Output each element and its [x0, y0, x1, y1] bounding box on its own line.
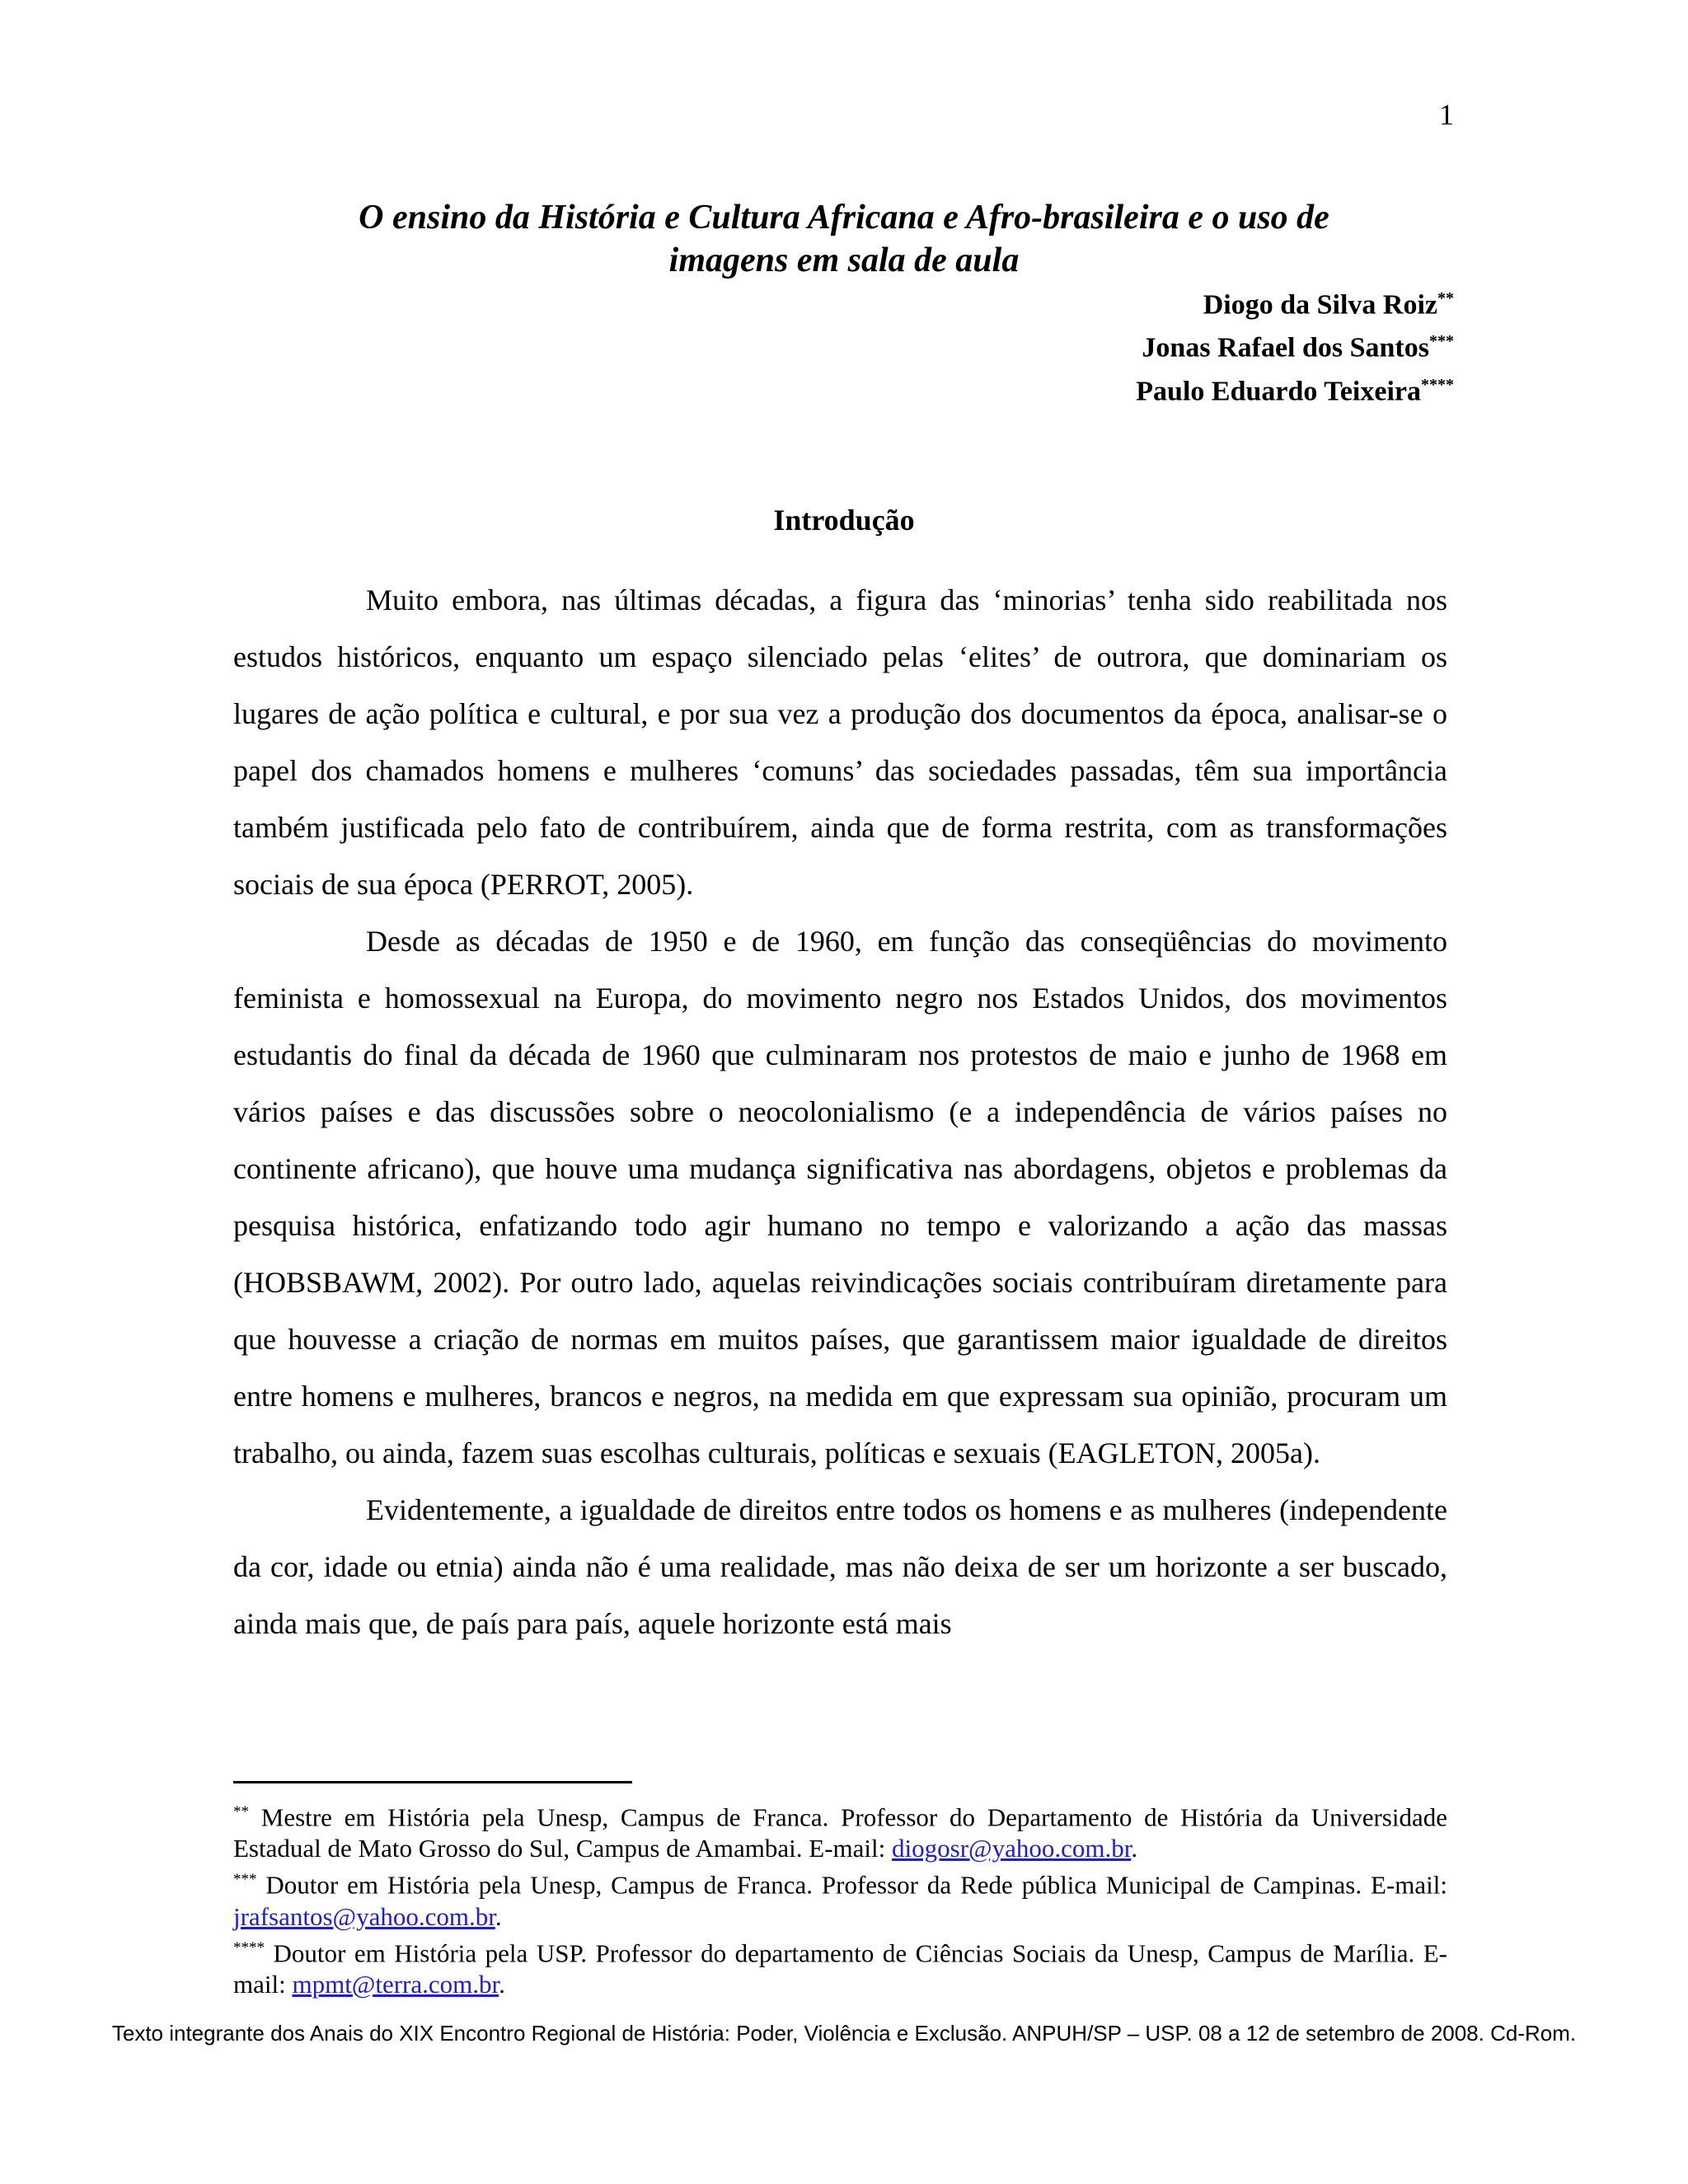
author-name: Jonas Rafael dos Santos [1142, 332, 1429, 363]
footnote-text: Doutor em História pela USP. Professor do departamento de Ciências Sociais da Unesp, Campus de Marília. E-mail: [233, 1938, 1447, 1999]
footnote-mark: *** [233, 1871, 257, 1889]
title-line-2: imagens em sala de aula [668, 241, 1020, 279]
footnote-end: . [499, 1969, 505, 1999]
footnote-mark: *** [1429, 332, 1454, 351]
email-link[interactable]: mpmt@terra.com.br [292, 1969, 499, 1999]
author [1136, 323, 1454, 366]
footnote-text: Doutor em História pela Unesp, Campus de Franca. Professor da Rede pública Municipal de Campinas. E-mail: [256, 1870, 1447, 1900]
paragraph: Desde as décadas de 1950 e de 1960, em função das conseqüências do movimento feminista e homossexual na Europa, do movimento negro nos Estados Unidos, dos movimentos estudantis do final da década de 1960 que culminaram nos protestos de maio e junho de 1968 em vários países e das discussões sobre o neocolonialismo (e a independência de vários países no continente africano), que houve uma mudança significativa nas abordagens, objetos e problemas da pesquisa histórica, enfatizando todo agir humano no tempo e valorizando a ação das massas (HOBSBAWM, 2002). Por outro lado, aquelas reivindicações sociais contribuíram diretamente para que houvesse a criação de normas em muitos países, que garantissem maior igualdade de direitos entre homens e mulheres, brancos e negros, na medida em que expressam sua opinião, procuram um trabalho, ou ainda, fazem suas escolhas culturais, políticas e sexuais (EAGLETON, 2005a). [233, 925, 1447, 1469]
footnote-mark: ** [1437, 289, 1454, 307]
email-link[interactable]: jrafsantos@yahoo.com.br [233, 1901, 495, 1931]
paper-title [0, 196, 1688, 282]
footnote [233, 1933, 1447, 2000]
footnote-divider [233, 1781, 632, 1783]
page-number: 1 [1439, 98, 1454, 131]
footnote [233, 1797, 1447, 1864]
footnote-mark: ** [233, 1803, 249, 1821]
title-line-1: O ensino da História e Cultura Africana e Afro-brasileira e o uso de [359, 199, 1329, 237]
paragraph: Evidentemente, a igualdade de direitos entre todos os homens e as mulheres (independente da cor, idade ou etnia) ainda não é uma realidade, mas não deixa de ser um horizonte a ser buscado, ainda mais que, de país para país, aquele horizonte está mais [233, 1493, 1447, 1640]
author-name: Diogo da Silva Roiz [1203, 289, 1437, 321]
section-heading: Introdução [773, 504, 915, 537]
footnote-text: Mestre em História pela Unesp, Campus de Franca. Professor do Departamento de História da Universidade Estadual de Mato Grosso do Sul, Campus de Amambai. E-mail: [233, 1802, 1447, 1863]
paragraph: Muito embora, nas últimas décadas, a figura das ‘minorias’ tenha sido reabilitada nos estudos históricos, enquanto um espaço silenciado pelas ‘elites’ de outrora, que dominariam os lugares de ação política e cultural, e por sua vez a produção dos documentos da época, analisar-se o papel dos chamados homens e mulheres ‘comuns’ das sociedades passadas, têm sua importância também justificada pelo fato de contribuírem, ainda que de forma restrita, com as transformações sociais de sua época (PERROT, 2005). [233, 583, 1447, 901]
body-text [233, 572, 1447, 1652]
author-name: Paulo Eduardo Teixeira [1136, 375, 1421, 406]
footnote-end: . [1131, 1834, 1138, 1863]
footnote-mark: **** [1421, 375, 1454, 394]
page-footer: Texto integrante dos Anais do XIX Encontro Regional de História: Poder, Violência e Exclusão. ANPUH/SP – USP. 08 a 12 de setembro de 2008. Cd-Rom. [111, 2021, 1577, 2046]
author-list [1136, 280, 1454, 410]
email-link[interactable]: diogosr@yahoo.com.br [892, 1834, 1132, 1863]
author [1136, 367, 1454, 410]
footnote [233, 1864, 1447, 1932]
footnote-mark: **** [233, 1938, 265, 1957]
author [1136, 280, 1454, 323]
footnote-end: . [495, 1901, 502, 1931]
footnotes [233, 1797, 1447, 2000]
